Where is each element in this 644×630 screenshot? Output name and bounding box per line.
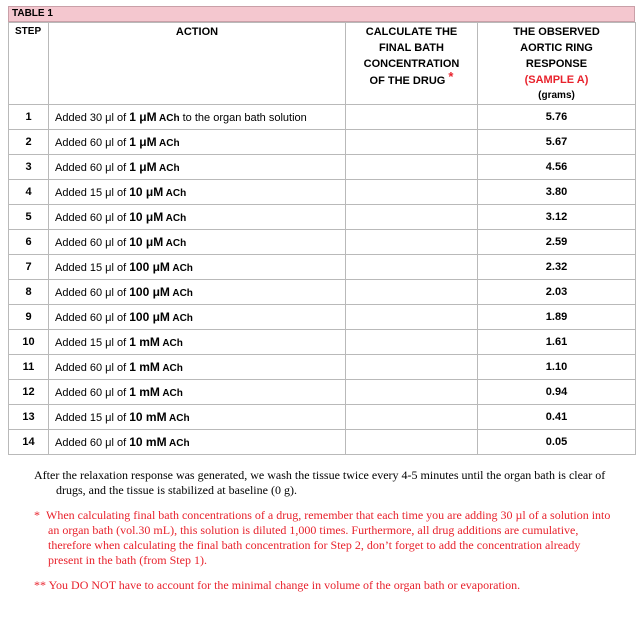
action-prefix: Added 60 μl of xyxy=(55,287,130,299)
action-drug: ACh xyxy=(166,413,190,424)
action-amount: 1 mM xyxy=(129,385,160,399)
table-row xyxy=(9,380,636,405)
action-cell xyxy=(49,255,346,280)
obs-sample-label: (SAMPLE A) xyxy=(524,74,589,86)
action-cell xyxy=(49,330,346,355)
star-note-marker: * xyxy=(34,508,40,522)
action-cell xyxy=(49,180,346,205)
action-cell xyxy=(49,380,346,405)
action-prefix: Added 30 μl of xyxy=(55,112,130,124)
obs-header-line: RESPONSE xyxy=(525,58,588,70)
step-cell: 11 xyxy=(9,355,49,380)
action-cell xyxy=(49,355,346,380)
table-row xyxy=(9,180,636,205)
action-prefix: Added 60 μl of xyxy=(55,137,130,149)
star-note xyxy=(34,508,614,568)
obs-cell: 1.61 xyxy=(478,330,636,355)
action-cell xyxy=(49,430,346,455)
action-amount: 100 μM xyxy=(129,285,170,299)
step-cell: 12 xyxy=(9,380,49,405)
obs-cell: 4.56 xyxy=(478,155,636,180)
obs-cell: 5.76 xyxy=(478,105,636,130)
step-header: STEP xyxy=(9,23,49,105)
notes-section xyxy=(34,468,614,603)
action-drug: ACh xyxy=(169,313,193,324)
calc-header-line: FINAL BATH xyxy=(379,42,444,54)
action-drug: ACh xyxy=(163,188,187,199)
obs-cell: 0.05 xyxy=(478,430,636,455)
action-cell xyxy=(49,280,346,305)
calc-cell[interactable] xyxy=(346,130,478,155)
step-cell: 8 xyxy=(9,280,49,305)
table-title: TABLE 1 xyxy=(8,6,635,22)
calc-cell[interactable] xyxy=(346,255,478,280)
obs-cell: 2.03 xyxy=(478,280,636,305)
action-cell xyxy=(49,105,346,130)
star-note-text: When calculating final bath concentrations of a drug, remember that each time you are adding 30 µl of a solution into an organ bath (vol.30 mL), this solution is diluted 1,000 times. Furthermore, all drug additions are cumulative, therefore when calculating the final bath concentration for Step 2, don’t forget to add the concentration already present in the bath (from Step 1). xyxy=(46,508,611,567)
calc-cell[interactable] xyxy=(346,230,478,255)
obs-cell: 3.12 xyxy=(478,205,636,230)
calc-header-line xyxy=(346,69,477,89)
action-cell xyxy=(49,305,346,330)
step-cell: 9 xyxy=(9,305,49,330)
action-drug: ACh xyxy=(159,363,183,374)
step-cell: 5 xyxy=(9,205,49,230)
action-amount: 10 mM xyxy=(129,410,167,424)
calc-cell[interactable] xyxy=(346,330,478,355)
action-drug: ACh xyxy=(159,338,183,349)
action-amount: 1 mM xyxy=(129,335,160,349)
calc-header-line: CALCULATE THE xyxy=(365,26,458,38)
action-prefix: Added 15 μl of xyxy=(55,262,130,274)
calc-cell[interactable] xyxy=(346,305,478,330)
action-header: ACTION xyxy=(49,23,346,105)
action-amount: 10 μM xyxy=(129,210,164,224)
double-star-note xyxy=(34,578,614,593)
obs-cell: 5.67 xyxy=(478,130,636,155)
calc-header-line-text: OF THE DRUG xyxy=(369,75,446,87)
action-prefix: Added 60 μl of xyxy=(55,312,130,324)
action-amount: 10 μM xyxy=(129,235,164,249)
double-star-marker: ** xyxy=(34,578,46,592)
asterisk-marker: * xyxy=(448,69,454,84)
step-cell: 6 xyxy=(9,230,49,255)
header-row xyxy=(9,23,636,105)
calc-cell[interactable] xyxy=(346,155,478,180)
action-prefix: Added 60 μl of xyxy=(55,387,130,399)
action-prefix: Added 15 μl of xyxy=(55,337,130,349)
table-row xyxy=(9,155,636,180)
action-amount: 10 mM xyxy=(129,435,167,449)
obs-cell: 3.80 xyxy=(478,180,636,205)
action-amount: 10 μM xyxy=(129,185,164,199)
calc-cell[interactable] xyxy=(346,105,478,130)
obs-unit-label: (grams) xyxy=(538,90,575,101)
table-row xyxy=(9,305,636,330)
action-amount: 100 μM xyxy=(129,310,170,324)
action-drug: ACh xyxy=(163,238,187,249)
action-amount: 1 mM xyxy=(129,360,160,374)
table-row xyxy=(9,130,636,155)
action-prefix: Added 15 μl of xyxy=(55,412,130,424)
action-cell xyxy=(49,130,346,155)
wash-note-text: After the relaxation response was generated, we wash the tissue twice every 4-5 minutes until the organ bath is clear of drugs, and the tissue is stabilized at baseline (0 g). xyxy=(34,468,606,497)
step-cell: 7 xyxy=(9,255,49,280)
obs-cell: 0.94 xyxy=(478,380,636,405)
action-prefix: Added 60 μl of xyxy=(55,212,130,224)
step-cell: 2 xyxy=(9,130,49,155)
action-drug: ACh xyxy=(166,438,190,449)
table-row xyxy=(9,330,636,355)
action-cell xyxy=(49,405,346,430)
action-drug: ACh xyxy=(169,263,193,274)
action-drug: ACh xyxy=(156,163,180,174)
calc-cell[interactable] xyxy=(346,405,478,430)
action-cell xyxy=(49,205,346,230)
obs-header xyxy=(478,23,636,105)
step-cell: 14 xyxy=(9,430,49,455)
table-row xyxy=(9,280,636,305)
table-container xyxy=(8,6,635,455)
obs-cell: 2.32 xyxy=(478,255,636,280)
obs-cell: 0.41 xyxy=(478,405,636,430)
action-drug: ACh xyxy=(159,388,183,399)
obs-cell: 2.59 xyxy=(478,230,636,255)
action-prefix: Added 60 μl of xyxy=(55,237,130,249)
obs-cell: 1.10 xyxy=(478,355,636,380)
action-drug: ACh xyxy=(156,113,180,124)
table-row xyxy=(9,405,636,430)
step-cell: 4 xyxy=(9,180,49,205)
calc-cell[interactable] xyxy=(346,205,478,230)
table-body xyxy=(9,105,636,455)
data-table xyxy=(8,22,636,455)
action-prefix: Added 60 μl of xyxy=(55,362,130,374)
action-prefix: Added 60 μl of xyxy=(55,162,130,174)
table-row xyxy=(9,105,636,130)
action-prefix: Added 60 μl of xyxy=(55,437,130,449)
calc-header-line: CONCENTRATION xyxy=(363,58,460,70)
action-amount: 1 μM xyxy=(129,160,157,174)
calc-header xyxy=(346,23,478,105)
calc-cell[interactable] xyxy=(346,280,478,305)
action-amount: 100 μM xyxy=(129,260,170,274)
action-suffix: to the organ bath solution xyxy=(179,112,307,124)
double-star-text: You DO NOT have to account for the minimal change in volume of the organ bath or evaporation. xyxy=(48,578,521,592)
action-cell xyxy=(49,155,346,180)
table-row xyxy=(9,230,636,255)
action-drug: ACh xyxy=(156,138,180,149)
table-row xyxy=(9,255,636,280)
obs-header-line: AORTIC RING xyxy=(520,42,593,54)
calc-cell[interactable] xyxy=(346,180,478,205)
step-cell: 3 xyxy=(9,155,49,180)
action-amount: 1 μM xyxy=(129,110,157,124)
action-drug: ACh xyxy=(163,213,187,224)
action-amount: 1 μM xyxy=(129,135,157,149)
action-prefix: Added 15 μl of xyxy=(55,187,130,199)
calc-cell[interactable] xyxy=(346,380,478,405)
table-row xyxy=(9,355,636,380)
calc-cell[interactable] xyxy=(346,355,478,380)
obs-cell: 1.89 xyxy=(478,305,636,330)
table-row xyxy=(9,205,636,230)
step-cell: 1 xyxy=(9,105,49,130)
action-drug: ACh xyxy=(169,288,193,299)
calc-cell[interactable] xyxy=(346,430,478,455)
wash-note xyxy=(34,468,614,498)
obs-header-line: THE OBSERVED xyxy=(513,26,600,38)
step-cell: 13 xyxy=(9,405,49,430)
action-cell xyxy=(49,230,346,255)
step-cell: 10 xyxy=(9,330,49,355)
table-row xyxy=(9,430,636,455)
